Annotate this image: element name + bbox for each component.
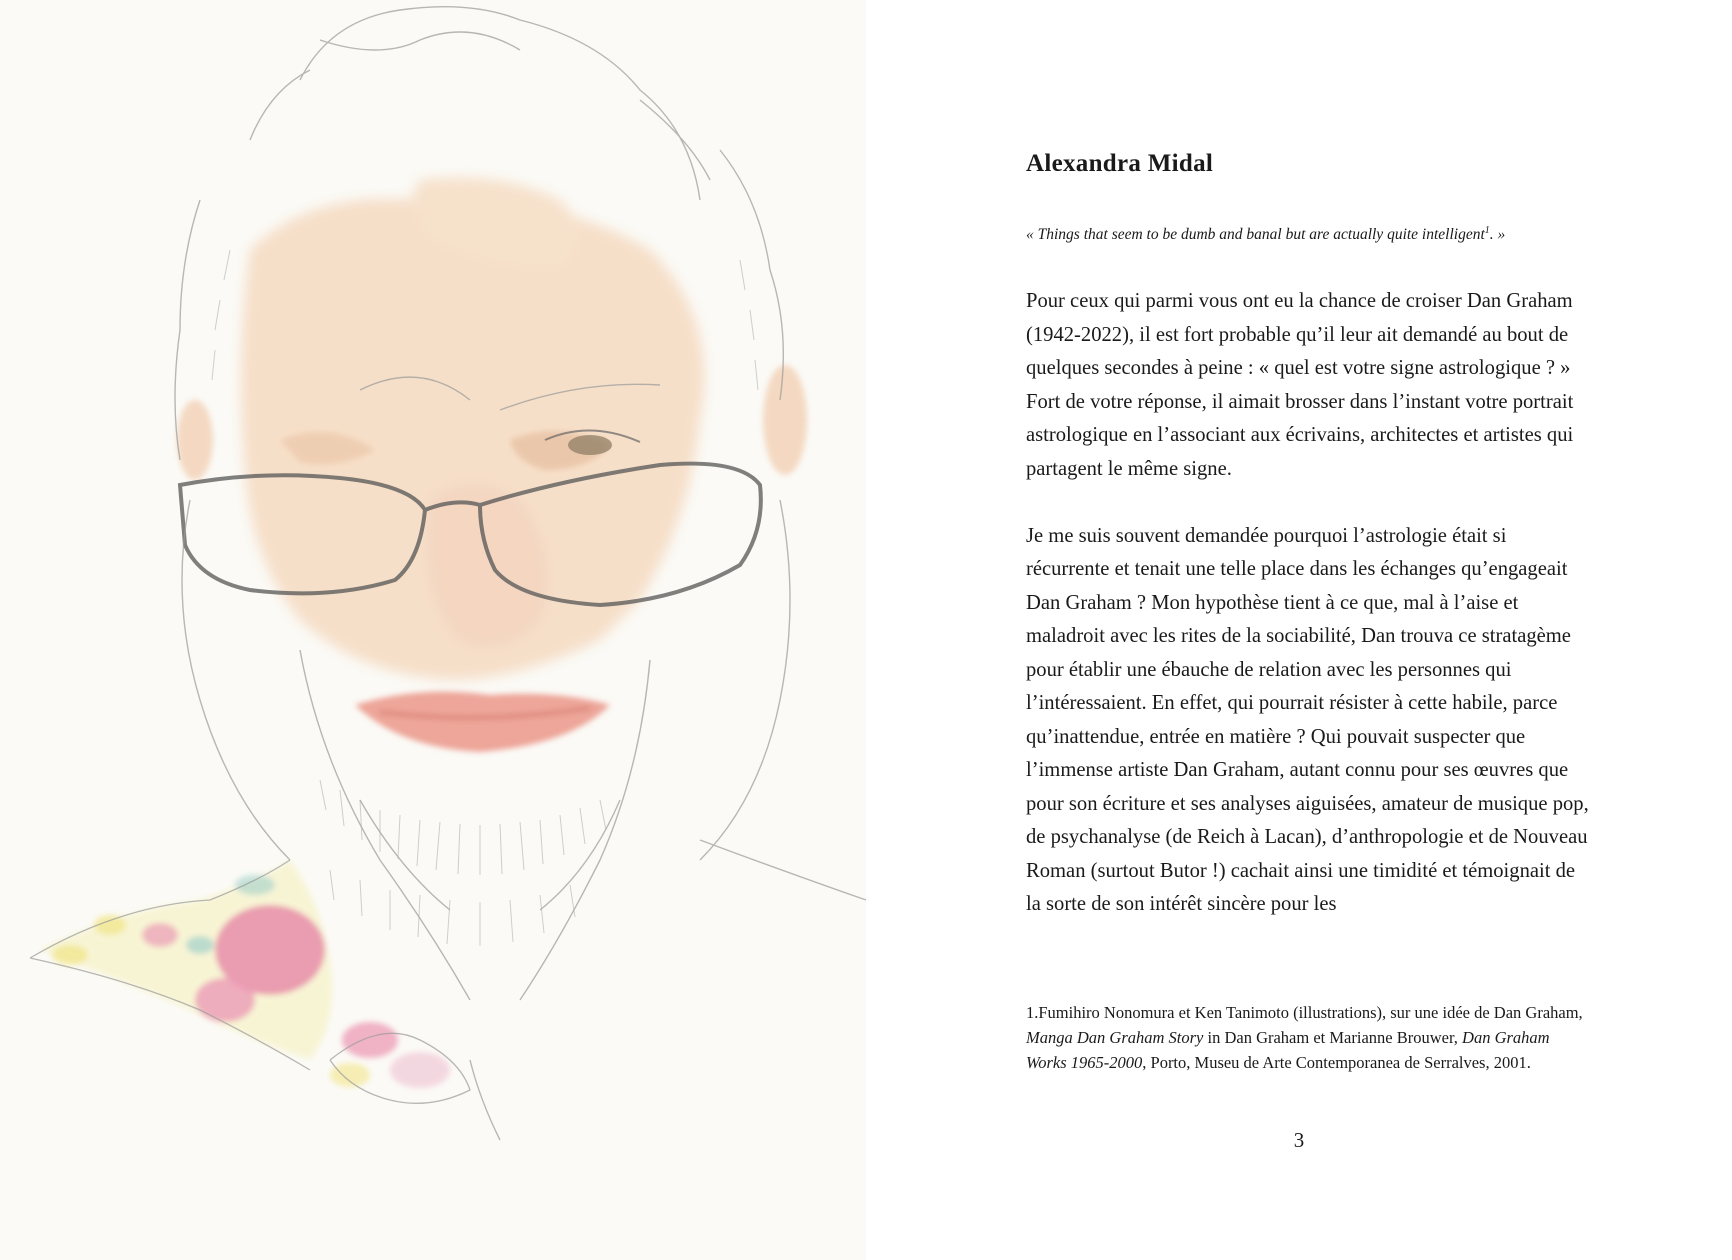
footnote-text: in Dan Graham et Marianne Brouwer, — [1203, 1028, 1463, 1047]
epigraph-closing: . » — [1489, 226, 1506, 244]
footnote-title: Dan Graham Works 1965-2000 — [1026, 1028, 1550, 1072]
epigraph — [1026, 225, 1586, 244]
paragraph: Pour ceux qui parmi vous ont eu la chance de croiser Dan Graham (1942-2022), il est fort probable qu’il leur ait demandé au bout de quelques secondes à peine : « quel est votre signe astrologique ? » Fort de votre réponse, il aimait brosser dans l’instant votre portrait astrologique en l’associant aux écrivains, architectes et artistes qui partagent le même signe. — [1026, 290, 1574, 480]
footnote-reference: 1 — [1484, 225, 1490, 236]
body-text — [1026, 285, 1591, 955]
author-name: Alexandra Midal — [1026, 150, 1214, 177]
text-page — [866, 0, 1732, 1260]
footnote-text: , Porto, Museu de Arte Contemporanea de Serralves, 2001. — [1142, 1053, 1531, 1072]
epigraph-text: « Things that seem to be dumb and banal but are actually quite intelligent — [1026, 226, 1485, 244]
footnote — [1026, 1000, 1586, 1075]
page-number: 3 — [1293, 1128, 1305, 1152]
footnote-text: 1.Fumihiro Nonomura et Ken Tanimoto (illustrations), sur une idée de Dan Graham, — [1026, 1003, 1583, 1022]
footnote-title: Manga Dan Graham Story — [1026, 1028, 1204, 1047]
paragraph: Je me suis souvent demandée pourquoi l’astrologie était si récurrente et tenait une telle place dans les échanges qu’engageait Dan Graham ? Mon hypothèse tient à ce que, mal à l’aise et maladroit avec les rites de la sociabilité, Dan trouva ce stratagème pour établir une ébauche de relation avec les personnes qui l’intéressaient. En effet, qui pourrait résister à cette habile, parce qu’inattendue, entrée en matière ? Qui pouvait suspecter que l’immense artiste Dan Graham, autant connu pour ses œuvres que pour son écriture et ses analyses aiguisées, amateur de musique pop, de psychanalyse (de Reich à Lacan), d’anthropologie et de Nouveau Roman (surtout Butor !) cachait ainsi une timidité et témoignait de la sorte de son intérêt sincère pour les — [1026, 524, 1589, 915]
